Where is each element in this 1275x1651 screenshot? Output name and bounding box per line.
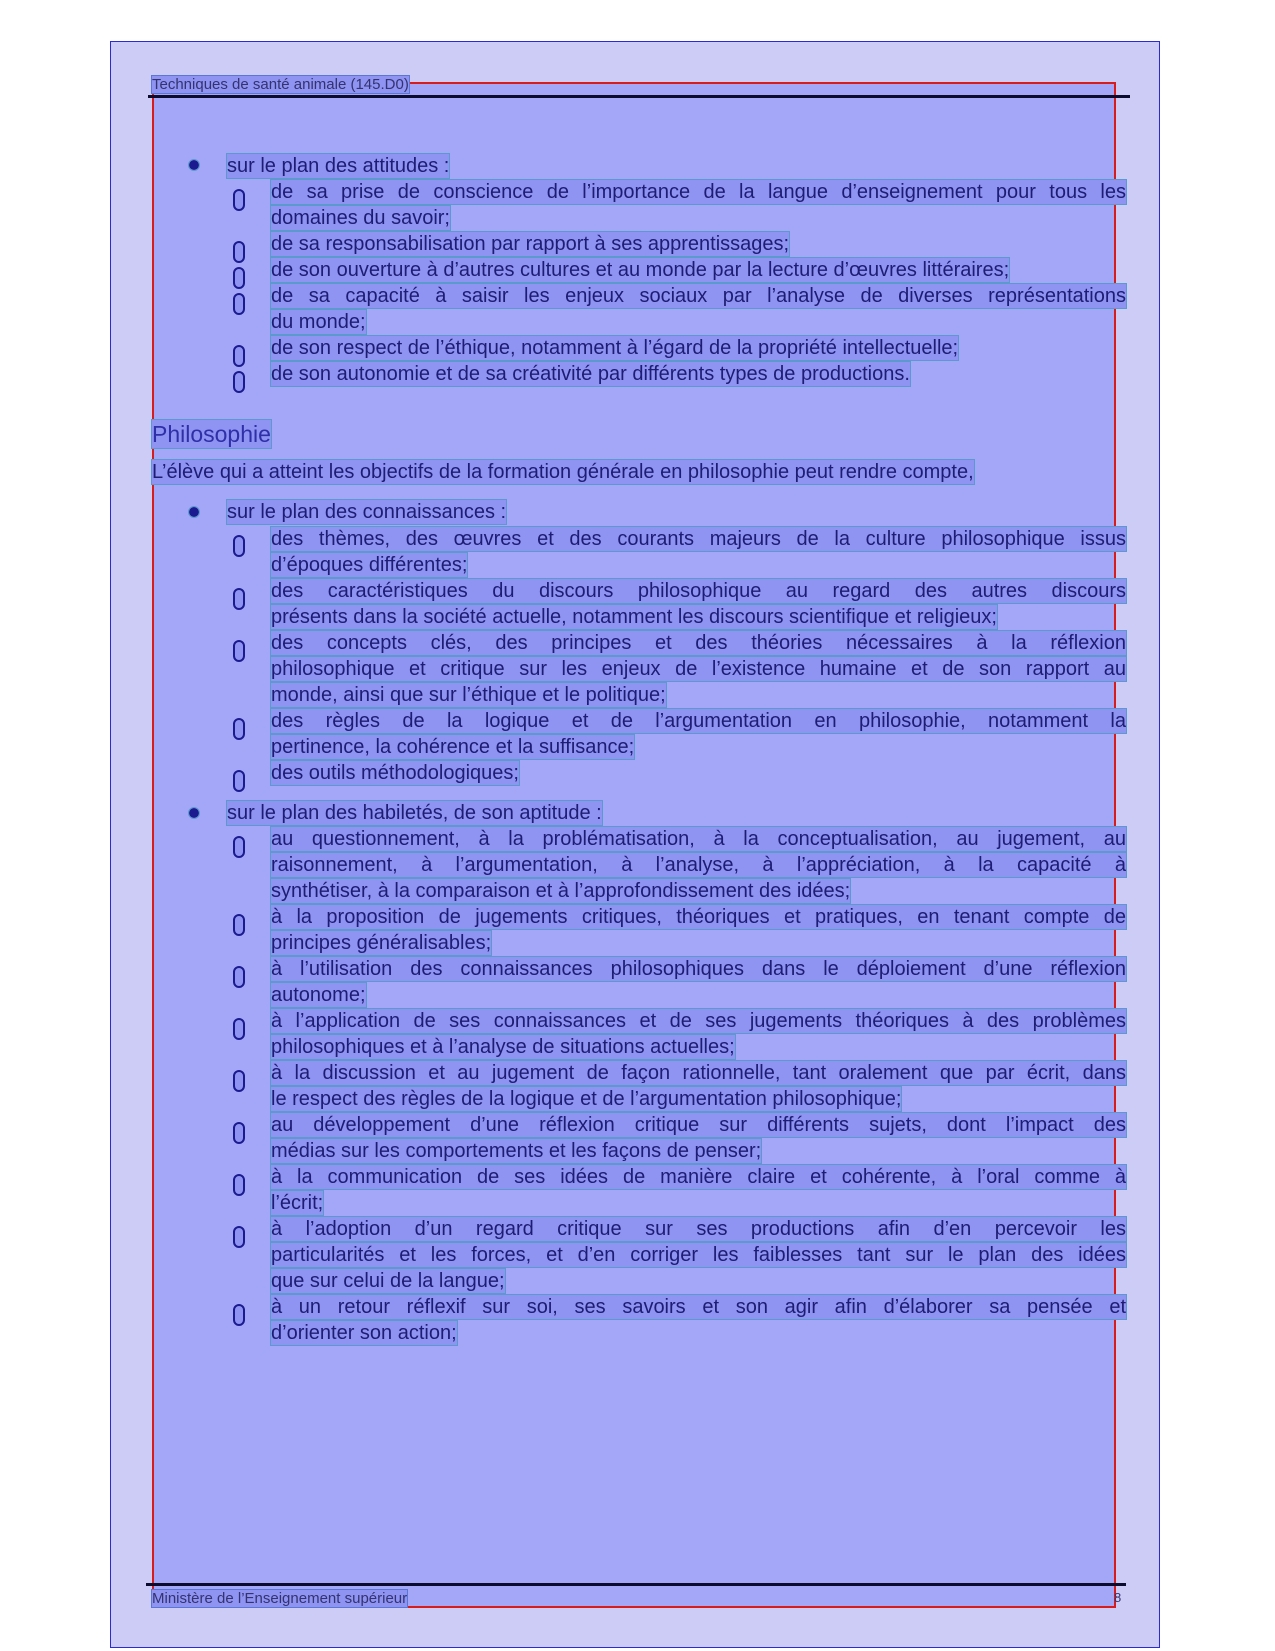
- skill-1-line-2: raisonnement, à l’argumentation, à l’analyse, à l’appréciation, à la capacité à: [271, 854, 1126, 876]
- skill-4-line-2: philosophiques et à l’analyse de situations actuelles;: [271, 1036, 735, 1058]
- bullet-attitudes: [189, 160, 199, 170]
- skill-2-line-1: à la proposition de jugements critiques, théoriques et pratiques, en tenant compte de: [271, 906, 1126, 928]
- sub-bullet: [233, 1018, 245, 1040]
- skill-3-line-2: autonome;: [271, 984, 366, 1006]
- knowledge-3-line-2: philosophique et critique sur les enjeux de l’existence humaine et de son rapport au: [271, 658, 1126, 680]
- skill-6-line-1: au développement d’une réflexion critique sur différents sujets, dont l’impact des: [271, 1114, 1126, 1136]
- knowledge-3-line-1: des concepts clés, des principes et des théories nécessaires à la réflexion: [271, 632, 1126, 654]
- bullet-skills: [189, 808, 199, 818]
- philosophy-intro: L’élève qui a atteint les objectifs de la formation générale en philosophie peut rendre compte,: [152, 461, 974, 483]
- sub-bullet: [233, 640, 245, 662]
- sub-bullet: [233, 1174, 245, 1196]
- attitude-6: de son autonomie et de sa créativité par différents types de productions.: [271, 363, 910, 385]
- knowledge-1-line-2: d’époques différentes;: [271, 554, 468, 576]
- sub-bullet: [233, 1226, 245, 1248]
- running-footer: Ministère de l’Enseignement supérieur: [152, 1590, 408, 1607]
- sub-bullet: [233, 1070, 245, 1092]
- skill-6-line-2: médias sur les comportements et les façons de penser;: [271, 1140, 762, 1162]
- skill-8-line-3: que sur celui de la langue;: [271, 1270, 505, 1292]
- knowledge-4-line-2: pertinence, la cohérence et la suffisance;: [271, 736, 635, 758]
- skill-3-line-1: à l’utilisation des connaissances philosophiques dans le déploiement d’une réflexion: [271, 958, 1126, 980]
- attitude-4-line-1: de sa capacité à saisir les enjeux sociaux par l’analyse de diverses représentations: [271, 285, 1126, 307]
- attitude-2: de sa responsabilisation par rapport à ses apprentissages;: [271, 233, 790, 255]
- skill-9-line-1: à un retour réflexif sur soi, ses savoirs et son agir afin d’élaborer sa pensée et: [271, 1296, 1126, 1318]
- knowledge-2-line-1: des caractéristiques du discours philosophique au regard des autres discours: [271, 580, 1126, 602]
- knowledge-1-line-1: des thèmes, des œuvres et des courants majeurs de la culture philosophique issus: [271, 528, 1126, 550]
- attitude-1-line-2: domaines du savoir;: [271, 207, 450, 229]
- sub-bullet: [233, 267, 245, 289]
- attitude-3: de son ouverture à d’autres cultures et au monde par la lecture d’œuvres littéraires;: [271, 259, 1010, 281]
- attitude-4-line-2: du monde;: [271, 311, 366, 333]
- skill-5-line-2: le respect des règles de la logique et de l’argumentation philosophique;: [271, 1088, 902, 1110]
- sub-bullet: [233, 371, 245, 393]
- sub-bullet: [233, 1122, 245, 1144]
- header-rule: [148, 95, 1130, 98]
- knowledge-5: des outils méthodologiques;: [271, 762, 519, 784]
- knowledge-intro: sur le plan des connaissances :: [227, 501, 507, 523]
- running-header: Techniques de santé animale (145.D0): [152, 76, 409, 93]
- skills-intro: sur le plan des habiletés, de son aptitude :: [227, 802, 602, 824]
- skill-8-line-2: particularités et les forces, et d’en corriger les faiblesses tant sur le plan des idées: [271, 1244, 1126, 1266]
- skill-5-line-1: à la discussion et au jugement de façon rationnelle, tant oralement que par écrit, dans: [271, 1062, 1126, 1084]
- skill-7-line-2: l’écrit;: [271, 1192, 324, 1214]
- sub-bullet: [233, 718, 245, 740]
- sub-bullet: [233, 914, 245, 936]
- bullet-knowledge: [189, 507, 199, 517]
- sub-bullet: [233, 770, 245, 792]
- section-heading: Philosophie: [152, 421, 271, 447]
- sub-bullet: [233, 293, 245, 315]
- footer-rule: [146, 1583, 1126, 1586]
- sub-bullet: [233, 241, 245, 263]
- knowledge-3-line-3: monde, ainsi que sur l’éthique et le politique;: [271, 684, 666, 706]
- sub-bullet: [233, 1304, 245, 1326]
- sub-bullet: [233, 966, 245, 988]
- attitude-1-line-1: de sa prise de conscience de l’importance de la langue d’enseignement pour tous les: [271, 181, 1126, 203]
- attitudes-intro: sur le plan des attitudes :: [227, 155, 450, 177]
- skill-1-line-3: synthétiser, à la comparaison et à l’approfondissement des idées;: [271, 880, 851, 902]
- skill-2-line-2: principes généralisables;: [271, 932, 492, 954]
- skill-9-line-2: d’orienter son action;: [271, 1322, 457, 1344]
- page-number: 8: [1114, 1590, 1122, 1605]
- sub-bullet: [233, 189, 245, 211]
- sub-bullet: [233, 588, 245, 610]
- skill-7-line-1: à la communication de ses idées de manière claire et cohérente, à l’oral comme à: [271, 1166, 1126, 1188]
- skill-1-line-1: au questionnement, à la problématisation, à la conceptualisation, au jugement, au: [271, 828, 1126, 850]
- knowledge-2-line-2: présents dans la société actuelle, notamment les discours scientifique et religieux;: [271, 606, 997, 628]
- sub-bullet: [233, 535, 245, 557]
- knowledge-4-line-1: des règles de la logique et de l’argumentation en philosophie, notamment la: [271, 710, 1126, 732]
- skill-4-line-1: à l’application de ses connaissances et de ses jugements théoriques à des problèmes: [271, 1010, 1126, 1032]
- sub-bullet: [233, 836, 245, 858]
- skill-8-line-1: à l’adoption d’un regard critique sur ses productions afin d’en percevoir les: [271, 1218, 1126, 1240]
- attitude-5: de son respect de l’éthique, notamment à l’égard de la propriété intellectuelle;: [271, 337, 959, 359]
- sub-bullet: [233, 345, 245, 367]
